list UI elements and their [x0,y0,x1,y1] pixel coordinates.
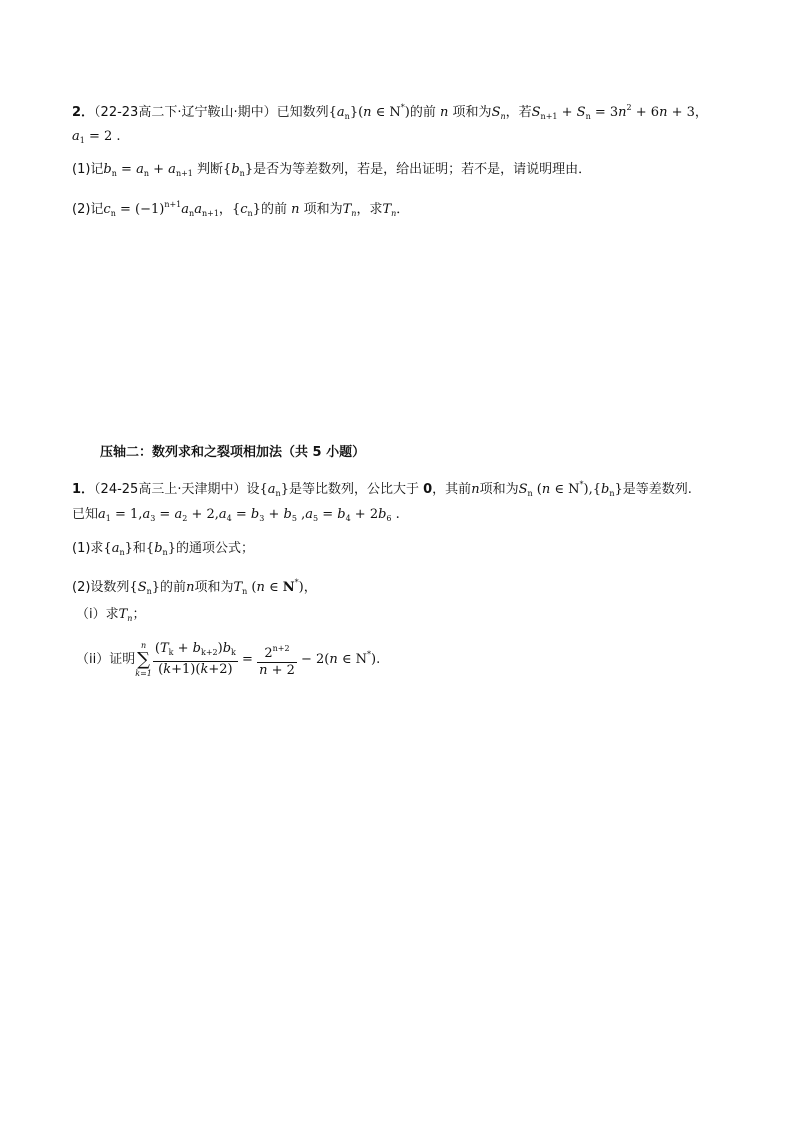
math-var: n [291,202,300,217]
part-label: (1)记 [72,162,104,177]
stem-text: 是等比数列，公比大于 [288,482,419,497]
problem-number: 2． [72,105,95,120]
math-expression: $a_1 = 1,a_3 = a_2 + 2,a_4 = b_3 + b_5$ $,a_5 = b_4 + 2b_6$ . [98,507,400,523]
stem-text: 设 [246,482,260,497]
section-heading: 压轴二：数列求和之裂项相加法（共 5 小题） [100,445,366,460]
stem-text: 项和为 [452,105,492,120]
problem-1-sub-i [76,605,145,629]
part-text: ， [218,202,232,217]
stem-text: 的前 [409,105,436,120]
math-var: $T_n$ [342,202,357,218]
math-expression: $S_{n+1} + S_n = 3n^2 + 6n + 3$ [531,103,695,121]
sub-label: （i）求 [76,607,119,622]
problem-1-stem-line-1 [72,475,692,504]
math-expression: $S_n$ (n ∈ $N^*),\{b_n\}$ [518,480,623,498]
math-expression: $\{a_n\}(n$ ∈ N*) [328,103,410,121]
stem-text: ，其前 [432,482,472,497]
math-var: n [186,580,195,595]
math-var: n [471,482,480,497]
part-label: (2)记 [72,202,104,217]
math-expression: $\{b_n\}$ [223,162,254,178]
problem-2-part-1 [72,160,591,184]
math-expression: n ∑ k=1 $\frac{(T_k + b_{k+2})b_k}{(k+1)(k+2)}$ = $\frac{2^{n+2}}{n + 2}$ − 2(n ∈ N*). [135,640,381,678]
part-text: 是否为等差数列，若是，给出证明；若不是，请说明理由． [253,162,592,177]
part-text: ． [396,202,410,217]
stem-text: ，若 [505,105,532,120]
math-var: $S_n$ [491,105,506,121]
sub-label: （ii）证明 [76,652,136,667]
part-text: 项和为 [303,202,343,217]
problem-1-part-1 [72,539,254,563]
math-expression: $T_n$ (n ∈ N*) [233,578,304,596]
problem-source: （22-23高二下·辽宁鞍山·期中） [94,105,277,120]
stem-text: ， [694,105,708,120]
part-text: ， [303,580,317,595]
stem-text: 已知数列 [276,105,329,120]
part-text: 的通项公式； [175,541,254,556]
problem-2-stem-line-1 [72,98,708,127]
math-var: $T_n$ [382,202,397,218]
math-expression: $\{a_n\}$ [259,482,289,498]
problem-1-part-2 [72,573,317,602]
math-expression: $c_n = (-1)^{n+1}a_na_{n+1}$ [103,200,219,218]
problem-2-part-2 [72,195,409,224]
math-expression: $\{a_n\}$ [103,541,133,557]
problem-2-stem-line-2 [72,127,121,151]
part-text: 的前 [160,580,187,595]
problem-number: 1． [72,482,95,497]
problem-1-sub-ii [76,635,380,680]
part-label: (2)设数列 [72,580,130,595]
problem-source: （24-25高三上·天津期中） [94,482,247,497]
part-label: (1)求 [72,541,104,556]
math-var: n [440,105,449,120]
math-expression: $\{S_n\}$ [129,580,161,596]
math-expression: $a_1 = 2$ . [72,129,121,145]
math-var: $T_n$ [118,607,133,623]
math-expression: $\{b_n\}$ [145,541,176,557]
stem-text: 是等差数列. [622,482,692,497]
part-text: 和 [132,541,146,556]
problem-1-stem-line-2 [72,505,400,529]
part-text: 项和为 [194,580,234,595]
stem-number: 0 [423,482,433,497]
sub-text: ； [132,607,146,622]
part-text: ，求 [356,202,383,217]
part-text: 的前 [260,202,287,217]
math-expression: $b_n = a_n + a_{n+1}$ [103,162,193,178]
part-text: 判断 [197,162,224,177]
stem-text: 项和为 [479,482,519,497]
stem-text: 已知 [72,507,99,522]
math-expression: $\{c_n\}$ [231,202,261,218]
